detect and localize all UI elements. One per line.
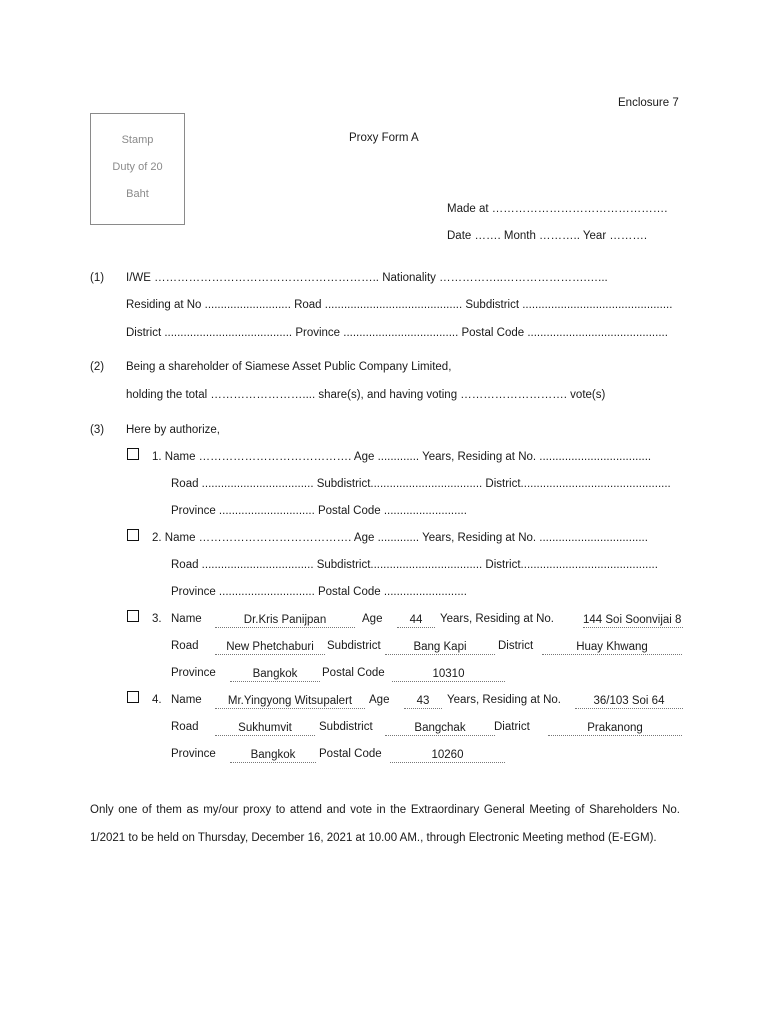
stamp-text-2: Duty of 20 (112, 161, 163, 173)
closing-paragraph: Only one of them as my/our proxy to attend and vote in the Extraordinary General Meeting of Shareholders No. 1/2021 to be held on Thursday, December 16, 2021 at 10.00 AM., through Electronic Meeting method (E-EGM). (90, 804, 680, 844)
proxy-4-age-value[interactable]: 43 (404, 694, 442, 709)
made-at-field[interactable]: Made at ………………………………………. (447, 203, 668, 215)
applicant-address-line[interactable]: Residing at No ........................... Road ........................................... Subdistrict ............................................... (126, 299, 673, 311)
proxy-2-checkbox[interactable] (127, 529, 139, 541)
proxy-3-address-no[interactable]: 144 Soi Soonvijai 8 (583, 614, 682, 626)
proxy-3-number: 3. (152, 613, 162, 625)
date-field[interactable]: Date ……. Month ……….. Year ………. (447, 230, 648, 242)
proxy-2-province-line[interactable]: Province .............................. Postal Code .......................... (171, 586, 467, 598)
proxy-1-checkbox[interactable] (127, 448, 139, 460)
proxy-3-province-value[interactable]: Bangkok (230, 667, 320, 682)
shareholder-suffix: , (448, 361, 452, 373)
stamp-text-1: Stamp (121, 134, 154, 146)
proxy-4-name-value[interactable]: Mr.Yingyong Witsupalert (215, 694, 365, 709)
proxy-4-subdistrict-label: Subdistrict (319, 721, 373, 733)
shareholder-prefix: Being a shareholder of (126, 361, 245, 373)
proxy-4-road-label: Road (171, 721, 199, 733)
proxy-3-road-value[interactable]: New Phetchaburi (215, 640, 325, 655)
proxy-3-subdistrict-label: Subdistrict (327, 640, 381, 652)
proxy-4-address-no[interactable]: 36/103 Soi 64 (575, 694, 683, 709)
proxy-4-postal-value[interactable]: 10260 (390, 748, 505, 763)
proxy-4-province-label: Province (171, 748, 216, 760)
proxy-4-postal-label: Postal Code (319, 748, 382, 760)
shares-votes-line[interactable]: holding the total …………………….... share(s), and having voting ………………………. vote(s) (126, 389, 606, 401)
proxy-4-subdistrict-value[interactable]: Bangchak (385, 721, 495, 736)
proxy-3-postal-label: Postal Code (322, 667, 385, 679)
proxy-3-name-value[interactable]: Dr.Kris Panijpan (215, 613, 355, 628)
proxy-3-age-label: Age (362, 613, 383, 625)
section-2-number: (2) (90, 361, 105, 373)
section-1-number: (1) (90, 272, 105, 284)
proxy-4-name-label: Name (171, 694, 202, 706)
applicant-name-line[interactable]: I/WE ………………………………………………….. Nationality ……………..………………….…... (126, 272, 608, 284)
proxy-1-road-line[interactable]: Road ................................... Subdistrict................................... District............................................... (171, 478, 671, 490)
proxy-4-number: 4. (152, 694, 162, 706)
proxy-1-province-line[interactable]: Province .............................. Postal Code .......................... (171, 505, 467, 517)
stamp-box (90, 113, 185, 225)
proxy-3-road-label: Road (171, 640, 199, 652)
enclosure-label: Enclosure 7 (618, 97, 679, 109)
proxy-3-province-label: Province (171, 667, 216, 679)
proxy-2-name-line[interactable]: 2. Name …………………………………. Age ............. Years, Residing at No. .................................. (152, 532, 648, 544)
proxy-4-checkbox[interactable] (127, 691, 139, 703)
authorize-intro: Here by authorize, (126, 424, 220, 436)
proxy-3-name-label: Name (171, 613, 202, 625)
proxy-3-postal-value[interactable]: 10310 (392, 667, 505, 682)
stamp-text-3: Baht (126, 188, 149, 200)
proxy-3-checkbox[interactable] (127, 610, 139, 622)
proxy-1-name-line[interactable]: 1. Name …………………………………. Age ............. Years, Residing at No. ................................... (152, 451, 652, 463)
section-3-number: (3) (90, 424, 105, 436)
proxy-3-years-label: Years, Residing at No. (440, 613, 555, 625)
proxy-4-district-value[interactable]: Prakanong (548, 721, 682, 736)
proxy-4-years-label: Years, Residing at No. (447, 694, 562, 706)
shareholder-statement (126, 361, 451, 373)
proxy-3-age-value[interactable]: 44 (397, 613, 435, 628)
proxy-3-district-label: District (498, 640, 534, 652)
proxy-3-subdistrict-value[interactable]: Bang Kapi (385, 640, 495, 655)
proxy-4-age-label: Age (369, 694, 390, 706)
form-title: Proxy Form A (349, 132, 419, 144)
applicant-district-line[interactable]: District ........................................ Province .................................... Postal Code ............................................ (126, 327, 668, 339)
proxy-2-road-line[interactable]: Road ................................... Subdistrict................................... District........................................... (171, 559, 658, 571)
proxy-4-province-value[interactable]: Bangkok (230, 748, 316, 763)
proxy-3-district-value[interactable]: Huay Khwang (542, 640, 682, 655)
proxy-4-district-label: Diatrict (494, 721, 530, 733)
proxy-4-road-value[interactable]: Sukhumvit (215, 721, 315, 736)
company-name: Siamese Asset Public Company Limited (244, 361, 449, 373)
